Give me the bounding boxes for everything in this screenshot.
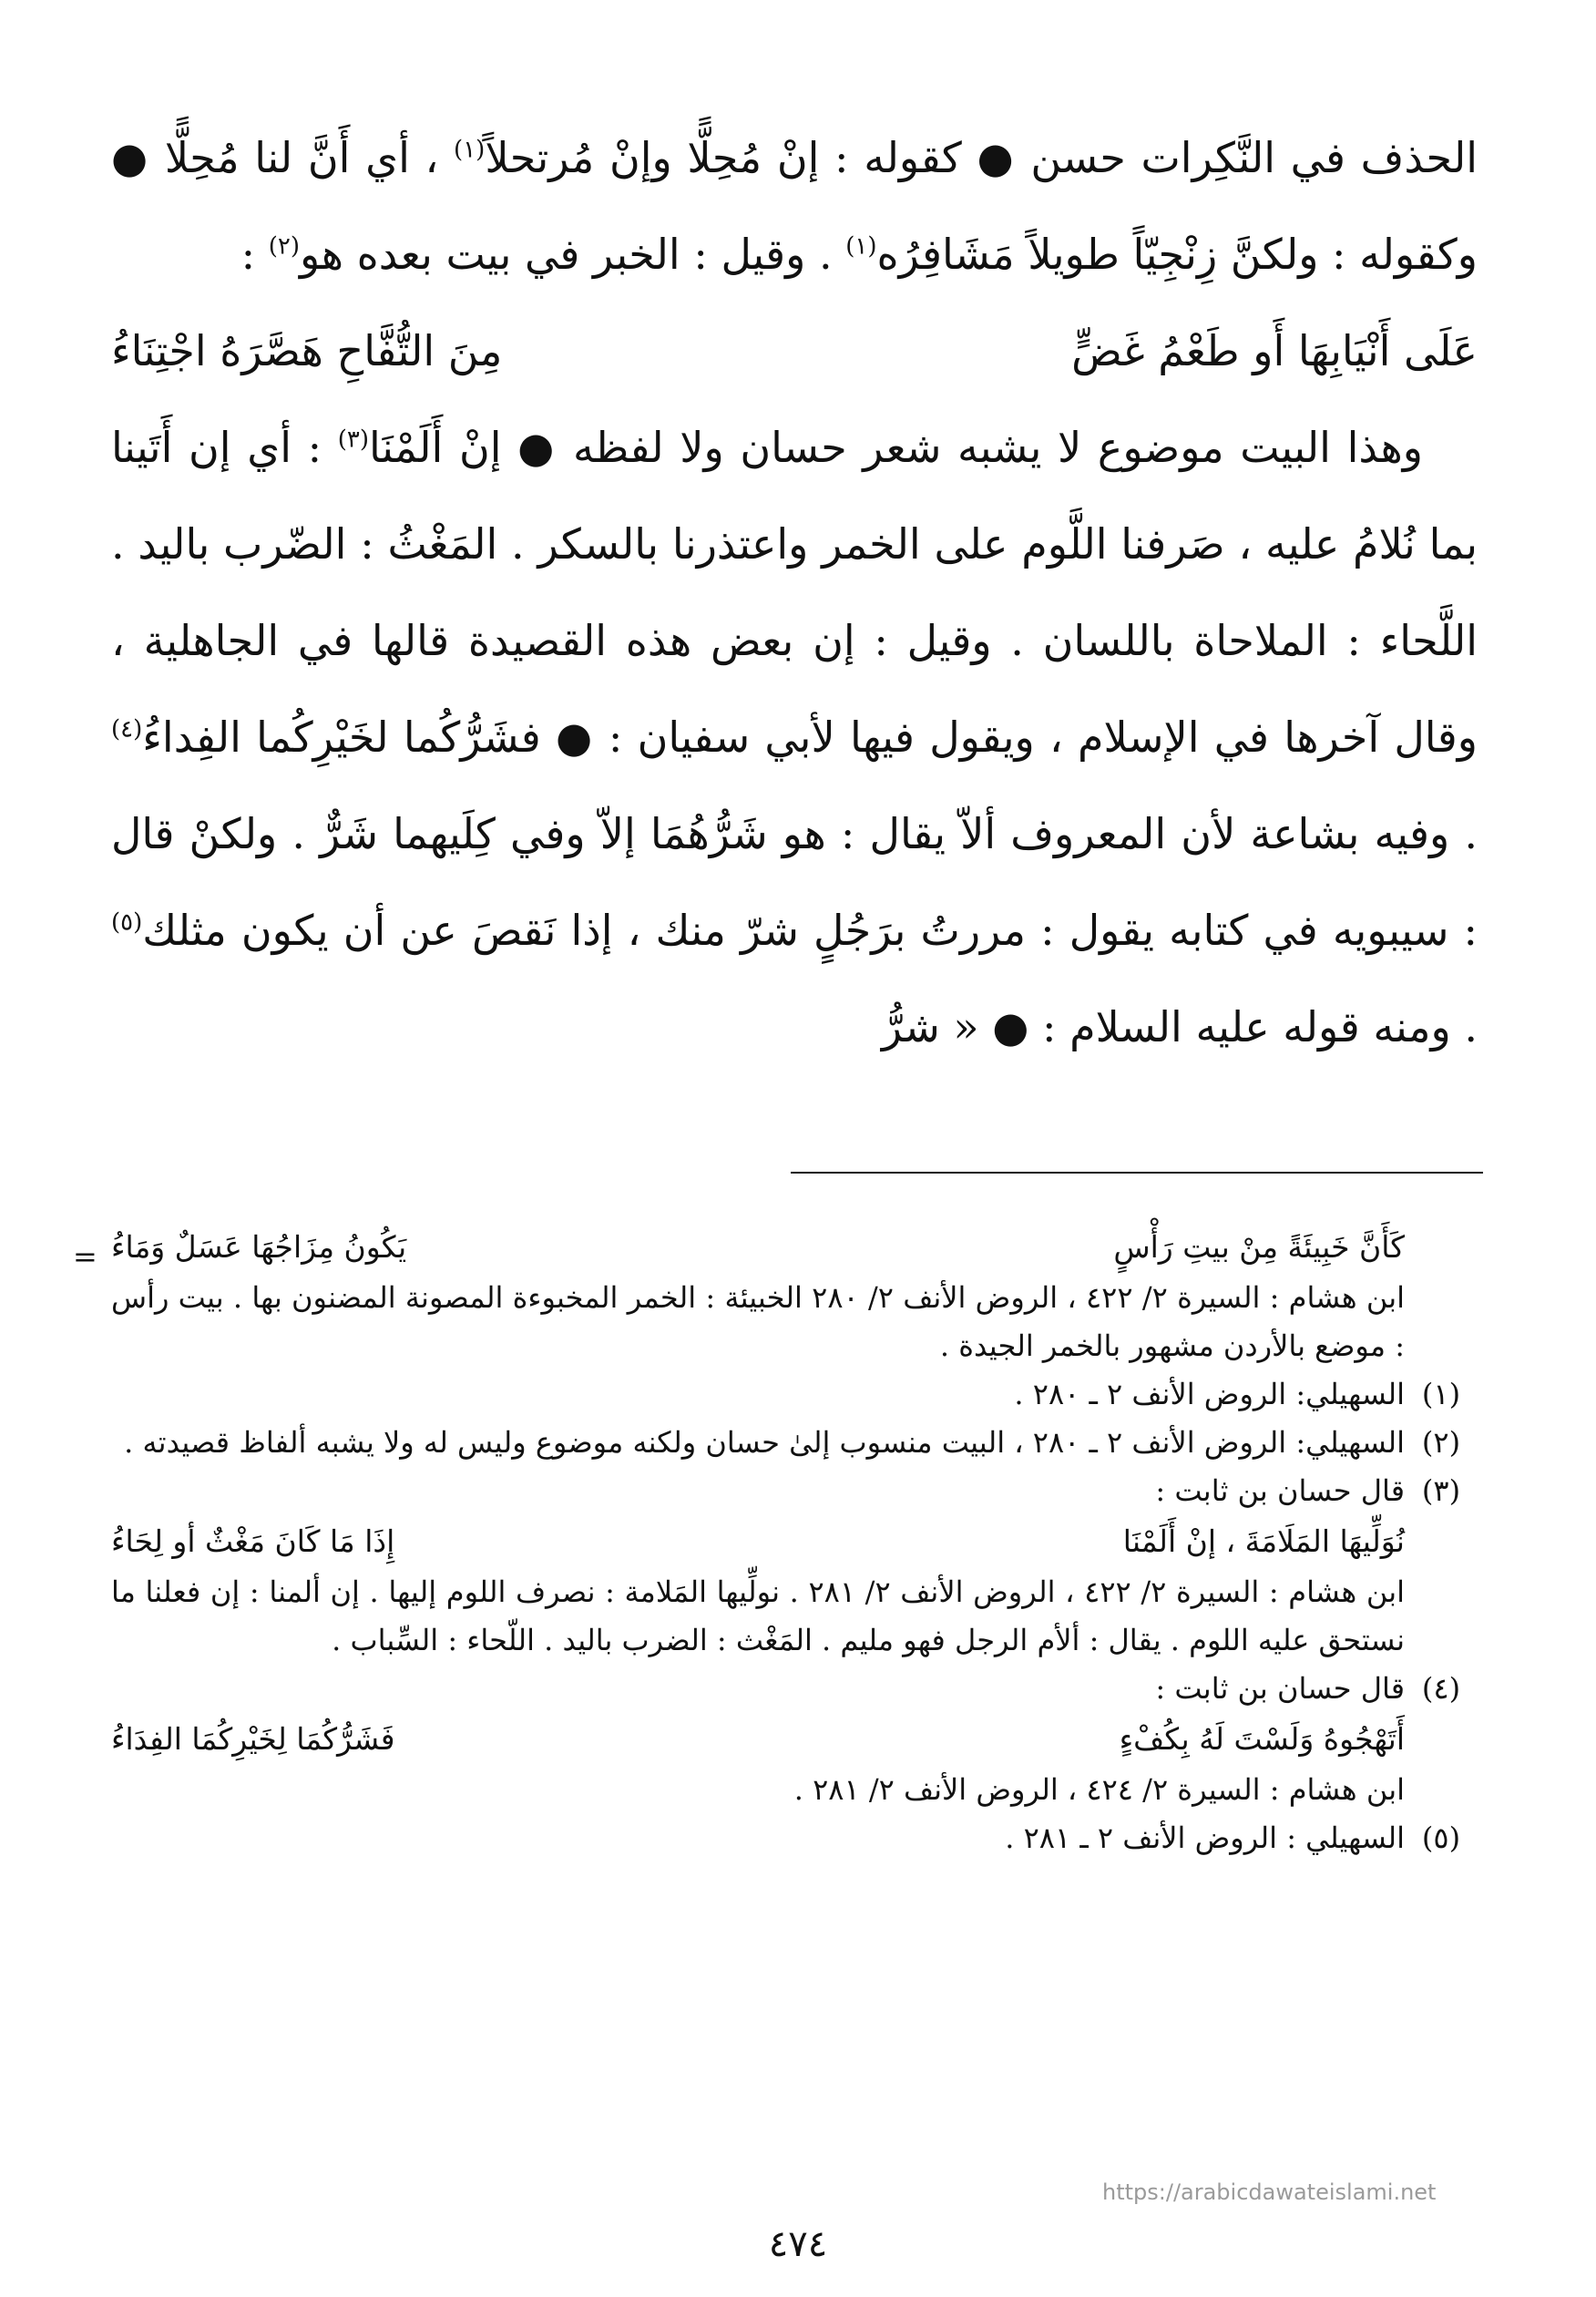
paragraph-1: [111, 109, 1478, 303]
footnote-number: (٢): [1421, 1425, 1461, 1460]
verse-first-hemistich: نُوَلِّيهَا المَلَامَةَ ، إنْ أَلَمْنَا: [1122, 1523, 1405, 1559]
footnote-3: [111, 1467, 1478, 1515]
paragraph-2-part-c: . وفيه بشاعة لأن المعروف ألاّ يقال : هو شَرُّهُمَا إلاّ وفي كِلَيهما شَرٌّ . ولكنْ قال : سيبويه في كتابه يقول : مررتُ برَجُلٍ شرّ منك ، إذا نَقصَ عن أن يكون مثلك: [111, 809, 1478, 955]
paragraph-2-part-a: وهذا البيت موضوع لا يشبه شعر حسان ولا لفظه ● إنْ أَلَمْنَا: [369, 423, 1423, 472]
footnote-number: (٣): [1421, 1473, 1461, 1508]
footnote-text: السهيلي: الروض الأنف ٢ ـ ٢٨٠ ، البيت منسوب إلىٰ حسان ولكنه موضوع وليس له ولا يشبه ألفاظ قصيدته .: [124, 1425, 1405, 1460]
footnote-continued: [111, 1274, 1478, 1370]
verse-second-hemistich: فَشَرُّكُمَا لِخَيْرِكُمَا الفِدَاءُ: [111, 1721, 395, 1757]
continuation-mark: =: [73, 1239, 97, 1274]
line-4: :: [240, 230, 256, 279]
footnote-text: السهيلي: الروض الأنف ٢ ـ ٢٨٠ .: [1014, 1377, 1405, 1411]
footnote-mark: (٢): [268, 232, 301, 261]
paragraph-2: [111, 399, 1478, 1075]
paragraph-2-part-d: . ومنه قوله عليه السلام : ● « شرُّ: [881, 1002, 1478, 1051]
footnotes: [111, 1221, 1478, 1862]
footnote-mark: (١): [454, 136, 486, 164]
footnote-4: [111, 1665, 1478, 1713]
footnote-5: [111, 1814, 1478, 1862]
footnote-number: (٤): [1421, 1671, 1461, 1706]
footnote-text: ابن هشام : السيرة ٢/ ٤٢٢ ، الروض الأنف ٢/ ٢٨١ . نولِّيها المَلامة : نصرف اللوم إليها . إن ألمنا : إن فعلنا ما نستحق عليه اللوم . يقال : ألأم الرجل فهو مليم . المَغْث : الضرب باليد . اللّحاء : السِّباب .: [111, 1574, 1406, 1657]
footnote-verse: [111, 1515, 1478, 1568]
verse-second-hemistich: إِذَا مَا كَانَ مَغْثٌ أو لِحَاءُ: [111, 1523, 395, 1559]
footnote-2: [111, 1419, 1478, 1467]
footnote-4-source: [111, 1766, 1478, 1814]
line-2: ، أي أَنَّ لنا مُحِلًّا ● وكقوله : ولكنَّ زِنْجِيّاً طويلاً مَشَافِرُه: [111, 133, 1478, 279]
footnote-1: [111, 1370, 1478, 1419]
footnote-mark: (٣): [337, 426, 370, 454]
footnote-text: قال حسان بن ثابت :: [1155, 1671, 1405, 1706]
verse-second-hemistich: مِنَ التُّفَّاحِ هَصَّرَهُ اجْتِنَاءُ: [111, 326, 503, 375]
footnote-divider: [791, 1172, 1483, 1174]
page-number: ٤٧٤: [768, 2223, 828, 2265]
footnote-text: السهيلي : الروض الأنف ٢ ـ ٢٨١ .: [1005, 1820, 1405, 1855]
footnote-verse: [111, 1713, 1478, 1766]
verse-second-hemistich: يَكُونُ مِزَاجُهَا عَسَلٌ وَمَاءُ: [111, 1229, 407, 1265]
verse-first-hemistich: أَتَهْجُوهُ وَلَسْتَ لَهُ بِكُفْءٍ: [1119, 1721, 1405, 1757]
poem-verse: [111, 303, 1478, 399]
paragraph-2-part-b: : أي إن أَتَينا بما نُلامُ عليه ، صَرفنا اللَّوم على الخمر واعتذرنا بالسكر . المَغْثُ : الضّرب باليد . اللَّحاء : الملاحاة باللسان . وقيل : إن بعض هذه القصيدة قالها في الجاهلية ، وقال آخرها في الإسلام ، ويقول فيها لأبي سفيان : ● فشَرُّكُما لخَيْرِكُما الفِداءُ: [111, 423, 1478, 762]
footnote-3-source: [111, 1568, 1478, 1665]
footnote-number: (٥): [1421, 1820, 1461, 1855]
footnote-mark: (٥): [111, 908, 143, 937]
main-text: [111, 109, 1478, 1075]
footnote-mark: (١): [845, 232, 877, 261]
footnote-text: قال حسان بن ثابت :: [1155, 1473, 1405, 1508]
footnote-text: ابن هشام : السيرة ٢/ ٤٢٢ ، الروض الأنف ٢/ ٢٨٠ الخبيئة : الخمر المخبوءة المصونة المضنون بها . بيت رأس : موضع بالأردن مشهور بالخمر الجيدة .: [111, 1280, 1406, 1363]
line-1: الحذف في النَّكِرات حسن ● كقوله : إنْ مُحِلًّا وإنْ مُرتحلاً: [485, 133, 1478, 182]
verse-first-hemistich: كَأَنَّ خَبِيئَةً مِنْ بيتِ رَأْسٍ: [1113, 1229, 1405, 1265]
footnote-number: (١): [1421, 1377, 1461, 1411]
footnote-mark: (٤): [111, 715, 143, 743]
footnote-text: ابن هشام : السيرة ٢/ ٤٢٤ ، الروض الأنف ٢/ ٢٨١ .: [793, 1772, 1405, 1807]
verse-first-hemistich: عَلَى أَنْيَابِهَا أَو طَعْمُ غَضٍّ: [1071, 326, 1478, 375]
watermark-url: https://arabicdawateislami.net: [1102, 2179, 1437, 2205]
footnote-verse: [111, 1221, 1478, 1274]
line-3: . وقيل : الخبر في بيت بعده هو: [300, 230, 833, 279]
